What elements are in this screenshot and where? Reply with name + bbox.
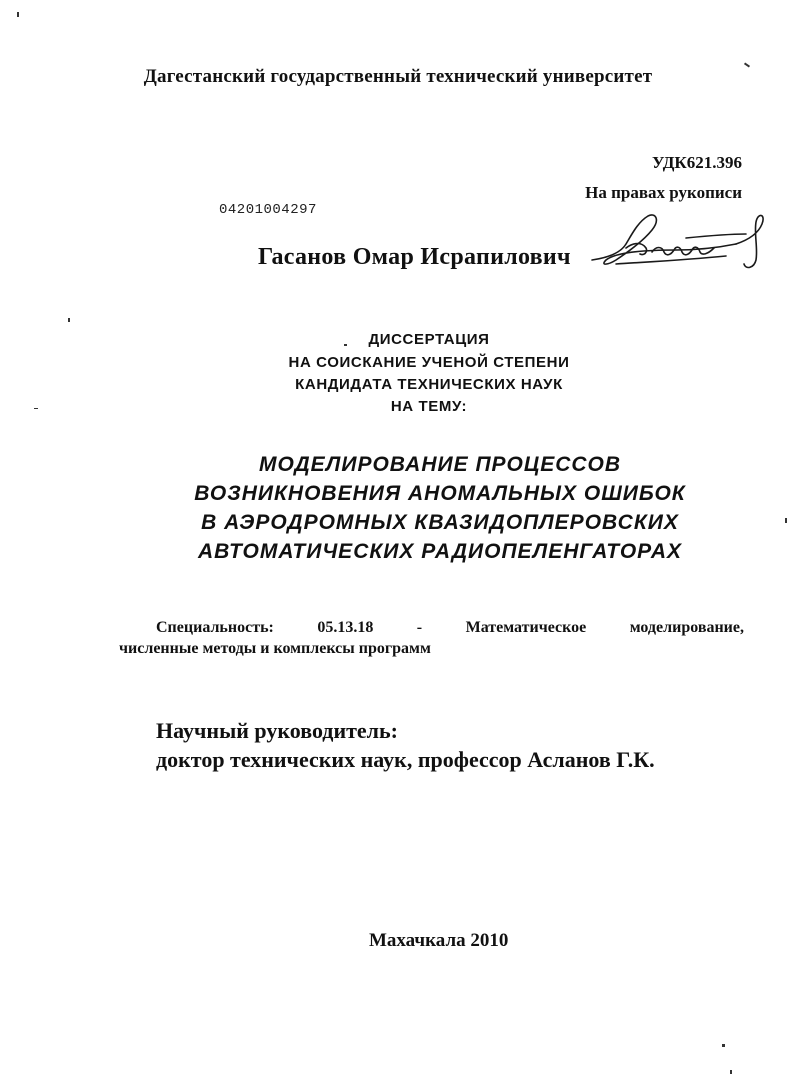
udk-code: УДК621.396 <box>651 153 742 172</box>
scan-speck <box>68 318 70 322</box>
degree-field-line: КАНДИДАТА ТЕХНИЧЕСКИХ НАУК <box>295 376 563 393</box>
signature-image <box>586 208 776 276</box>
city-year: Махачкала 2010 <box>369 930 509 951</box>
topic-label: НА ТЕМУ: <box>390 398 468 415</box>
advisor-name: доктор технических наук, профессор Асланов Г.К. <box>156 747 655 772</box>
specialty-word-2: моделирование, <box>629 619 744 636</box>
specialty-label: Специальность: <box>156 619 274 636</box>
document-number: 04201004297 <box>219 202 317 218</box>
scan-speck <box>344 344 347 346</box>
scan-speck <box>785 518 787 523</box>
manuscript-note: На правах рукописи <box>585 183 742 202</box>
advisor-label: Научный руководитель: <box>156 718 398 743</box>
specialty-word-1: Математическое <box>465 619 587 636</box>
specialty-block <box>119 617 744 659</box>
degree-line: НА СОИСКАНИЕ УЧЕНОЙ СТЕПЕНИ <box>288 354 570 371</box>
thesis-title-line-2: ВОЗНИКНОВЕНИЯ АНОМАЛЬНЫХ ОШИБОК <box>194 482 686 505</box>
thesis-title-line-4: АВТОМАТИЧЕСКИХ РАДИОПЕЛЕНГАТОРАХ <box>197 540 683 563</box>
scan-speck <box>34 408 38 409</box>
scan-speck <box>730 1070 732 1074</box>
specialty-continuation: численные методы и комплексы программ <box>119 640 431 657</box>
scan-speck <box>722 1044 725 1047</box>
university-name: Дагестанский государственный технический университет <box>143 66 653 87</box>
specialty-dash: - <box>416 619 423 636</box>
dissertation-label: ДИССЕРТАЦИЯ <box>368 331 490 348</box>
thesis-title-line-1: МОДЕЛИРОВАНИЕ ПРОЦЕССОВ <box>258 453 622 476</box>
specialty-code: 05.13.18 <box>317 619 374 636</box>
scan-speck <box>17 12 19 17</box>
thesis-title-line-3: В АЭРОДРОМНЫХ КВАЗИДОПЛЕРОВСКИХ <box>201 511 679 534</box>
author-name: Гасанов Омар Исрапилович <box>258 244 571 270</box>
